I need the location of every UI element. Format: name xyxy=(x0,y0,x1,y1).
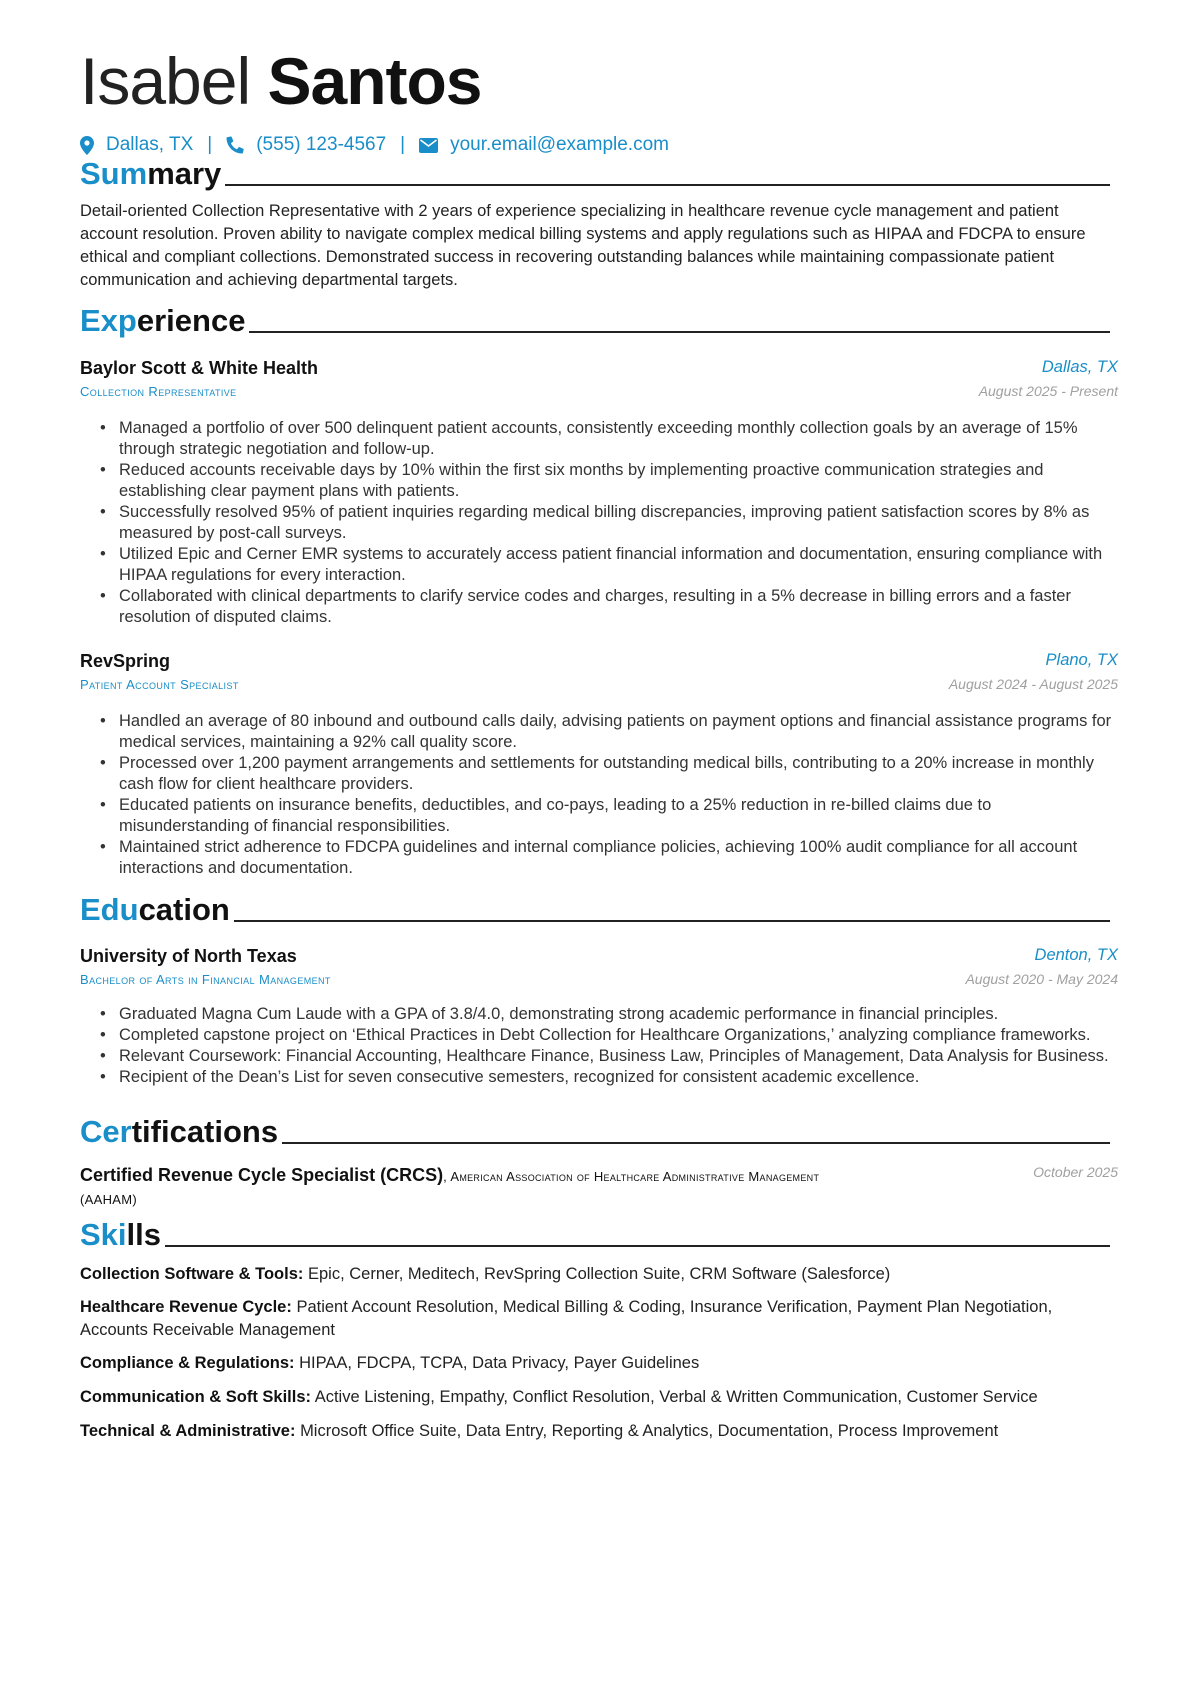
list-item: • Handled an average of 80 inbound and outbound calls daily, advising patients on payment options and financial assistance programs for medical services, maintaining a 92% call quality score. xyxy=(100,711,1120,753)
certification-issuer: American Association of Healthcare Administrative Management (AAHAM) xyxy=(80,1169,820,1207)
first-name: Isabel xyxy=(80,44,251,118)
education-heading xyxy=(80,892,1110,928)
list-item: • Processed over 1,200 payment arrangements and settlements for outstanding medical bills, contributing to a 20% increase in monthly cash flow for client healthcare providers. xyxy=(100,753,1120,795)
job-company: Baylor Scott & White Health xyxy=(80,358,319,378)
list-item: • Successfully resolved 95% of patient inquiries regarding medical billing discrepancies, improving patient satisfaction scores by 8% as measured by post-call surveys. xyxy=(100,502,1120,544)
section-title: Summary xyxy=(80,156,222,191)
list-item: • Completed capstone project on ‘Ethical Practices in Debt Collection for Healthcare Organizations,’ analyzing compliance frameworks. xyxy=(100,1025,1120,1046)
skill-values: Patient Account Resolution, Medical Billing & Coding, Insurance Verification, Payment Plan Negotiation, Accounts Receivable Management xyxy=(80,1298,1053,1339)
skill-category: Communication & Soft Skills: xyxy=(80,1388,312,1406)
skill-values: Microsoft Office Suite, Data Entry, Reporting & Analytics, Documentation, Process Improvement xyxy=(300,1422,999,1440)
list-item: • Relevant Coursework: Financial Accounting, Healthcare Finance, Business Law, Principles of Management, Data Analysis for Business. xyxy=(100,1046,1120,1067)
section-title: Skills xyxy=(80,1217,161,1252)
job-role: Collection Representative xyxy=(80,384,237,399)
experience-heading xyxy=(80,303,1110,339)
summary-heading xyxy=(80,156,1110,192)
location-text: Dallas, TX xyxy=(106,134,194,155)
skill-row xyxy=(80,1352,1120,1375)
skill-row xyxy=(80,1386,1120,1409)
skill-category: Collection Software & Tools: xyxy=(80,1265,304,1283)
list-item: • Collaborated with clinical departments to clarify service codes and charges, resulting in a 5% decrease in billing errors and a faster resolution of disputed claims. xyxy=(100,586,1120,628)
contact-location xyxy=(80,134,193,156)
phone-icon xyxy=(226,136,244,154)
certification-separator: , xyxy=(443,1169,451,1184)
section-title: Experience xyxy=(80,303,246,338)
education-dates: August 2020 - May 2024 xyxy=(965,971,1118,987)
skill-category: Healthcare Revenue Cycle: xyxy=(80,1298,292,1316)
section-title: Certifications xyxy=(80,1114,279,1149)
skill-row xyxy=(80,1420,1120,1443)
candidate-name xyxy=(80,36,482,126)
certification-name: Certified Revenue Cycle Specialist (CRCS) xyxy=(80,1165,444,1185)
job-location: Plano, TX xyxy=(1045,651,1118,669)
contact-line xyxy=(80,134,669,156)
list-item: • Utilized Epic and Cerner EMR systems to accurately access patient financial information and documentation, ensuring compliance with HIPAA regulations for every interaction. xyxy=(100,544,1120,586)
list-item: • Recipient of the Dean’s List for seven consecutive semesters, recognized for consistent academic excellence. xyxy=(100,1067,1120,1088)
section-divider xyxy=(225,184,1110,186)
certification-date: October 2025 xyxy=(1033,1164,1118,1180)
skill-category: Compliance & Regulations: xyxy=(80,1354,295,1372)
job-bullets xyxy=(100,418,1120,628)
phone-text: (555) 123-4567 xyxy=(256,134,387,155)
map-pin-icon xyxy=(80,136,94,155)
job-company: RevSpring xyxy=(80,651,171,671)
contact-phone[interactable] xyxy=(226,134,386,156)
list-item: • Graduated Magna Cum Laude with a GPA of 3.8/4.0, demonstrating strong academic performance in financial principles. xyxy=(100,1004,1120,1025)
skill-row xyxy=(80,1296,1120,1342)
job-role: Patient Account Specialist xyxy=(80,677,239,692)
certifications-heading xyxy=(80,1114,1110,1150)
skill-category: Technical & Administrative: xyxy=(80,1422,296,1440)
section-divider xyxy=(234,920,1110,922)
list-item: • Maintained strict adherence to FDCPA guidelines and internal compliance policies, achieving 100% audit compliance for all account interactions and documentation. xyxy=(100,837,1120,879)
section-title: Education xyxy=(80,892,230,927)
skills-heading xyxy=(80,1217,1110,1253)
envelope-icon xyxy=(419,138,438,153)
skill-row xyxy=(80,1263,1120,1286)
job-dates: August 2025 - Present xyxy=(978,383,1118,399)
last-name: Santos xyxy=(267,44,482,118)
job-bullets xyxy=(100,711,1120,879)
email-link: your.email@example.com xyxy=(450,134,669,155)
job-location: Dallas, TX xyxy=(1041,358,1118,376)
skill-values: HIPAA, FDCPA, TCPA, Data Privacy, Payer Guidelines xyxy=(299,1354,700,1372)
section-divider xyxy=(282,1142,1110,1144)
section-divider xyxy=(249,331,1110,333)
degree-name: Bachelor of Arts in Financial Management xyxy=(80,972,331,987)
school-location: Denton, TX xyxy=(1034,946,1118,964)
skill-values: Active Listening, Empathy, Conflict Resolution, Verbal & Written Communication, Customer Service xyxy=(314,1388,1038,1406)
list-item: • Educated patients on insurance benefits, deductibles, and co-pays, leading to a 25% reduction in re-billed claims due to misunderstanding of financial responsibilities. xyxy=(100,795,1120,837)
job-dates: August 2024 - August 2025 xyxy=(948,676,1118,692)
list-item: • Managed a portfolio of over 500 delinquent patient accounts, consistently exceeding monthly collection goals by an average of 15% through strategic negotiation and follow-up. xyxy=(100,418,1120,460)
skill-values: Epic, Cerner, Meditech, RevSpring Collection Suite, CRM Software (Salesforce) xyxy=(307,1265,891,1283)
school-name: University of North Texas xyxy=(80,946,297,966)
summary-text: Detail-oriented Collection Representative with 2 years of experience specializing in healthcare revenue cycle management and patient account resolution. Proven ability to navigate complex medical billing systems and apply regulations such as HIPAA and FDCPA to ensure ethical and compliant collections. Demonstrated success in recovering outstanding balances while maintaining compassionate patient communication and achieving departmental targets. xyxy=(80,202,1086,289)
contact-separator: | xyxy=(400,134,406,155)
section-divider xyxy=(165,1245,1110,1247)
education-bullets xyxy=(100,1004,1120,1088)
list-item: • Reduced accounts receivable days by 10% within the first six months by implementing proactive communication strategies and establishing clear payment plans with patients. xyxy=(100,460,1120,502)
certification-entry xyxy=(80,1164,880,1211)
contact-email[interactable] xyxy=(419,134,669,156)
contact-separator: | xyxy=(207,134,213,155)
